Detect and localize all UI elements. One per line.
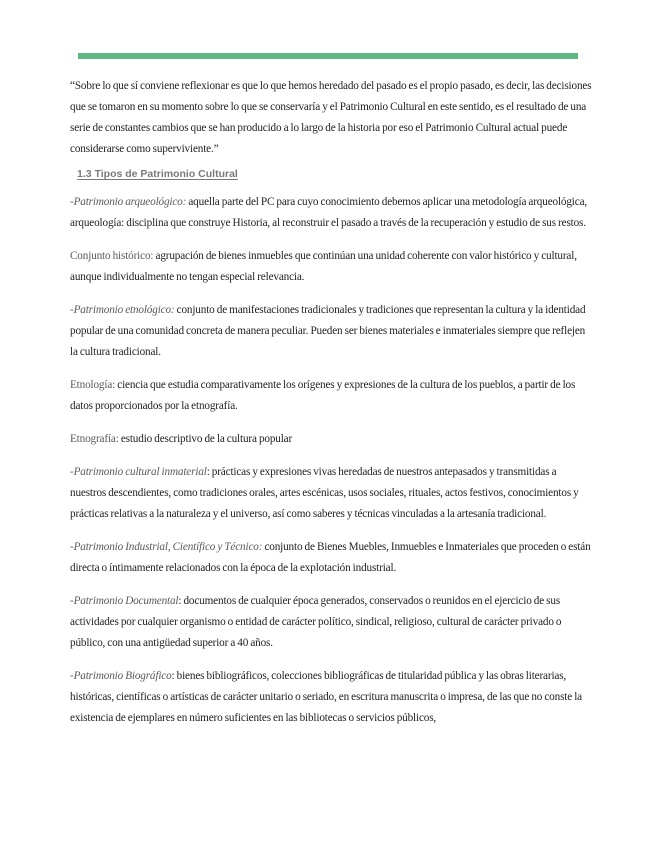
entry-term: Conjunto histórico: xyxy=(70,250,154,262)
entry-definition: ciencia que estudia comparativamente los orígenes y expresiones de la cultura de los pueblos, a partir de los datos proporcionados por la etnografía. xyxy=(70,379,576,412)
entry-definition: : bienes bibliográficos, colecciones bibliográficas de titularidad pública y las obras literarias, históricas, científicas o artísticas de carácter unitario o seriado, en escritura manuscrita o impresa, de las que no conste la existencia de ejemplares en número suficientes en las bibliotecas o servicios públicos, xyxy=(70,670,582,724)
entry-term: -Patrimonio Industrial, Científico y Técnico: xyxy=(70,541,263,553)
entry-definition: conjunto de Bienes Muebles, Inmuebles e Inmateriales que proceden o están directa o íntimamente relacionados con la época de la explotación industrial. xyxy=(70,541,591,574)
entry-definition: agrupación de bienes inmuebles que continúan una unidad coherente con valor histórico y cultural, aunque individualmente no tengan especial relevancia. xyxy=(70,250,577,283)
entry-patrimonio-etnologico xyxy=(70,300,594,363)
entry-term: Etnografía: xyxy=(70,433,119,445)
entry-definition: : documentos de cualquier época generados, conservados o reunidos en el ejercicio de sus actividades por cualquier organismo o entidad de carácter político, sindical, religioso, cultural de carácter privado o público, con una antigüedad superior a 40 años. xyxy=(70,595,562,649)
entry-patrimonio-arqueologico xyxy=(70,192,594,234)
entry-definition: aquella parte del PC para cuyo conocimiento debemos aplicar una metodología arqueológica, arqueología: disciplina que construye Historia, al reconstruir el pasado a través de la recuperación y estudio de sus restos. xyxy=(70,196,588,229)
entry-patrimonio-industrial xyxy=(70,537,594,579)
entry-term: -Patrimonio cultural inmaterial xyxy=(70,466,207,478)
entry-patrimonio-documental xyxy=(70,591,594,654)
quote-paragraph: “Sobre lo que sí conviene reflexionar es que lo que hemos heredado del pasado es el propio pasado, es decir, las decisiones que se tomaron en su momento sobre lo que se conservaría y el Patrimonio Cultural en este sentido, es el resultado de una serie de constantes cambios que se han producido a lo largo de la historia por eso el Patrimonio Cultural actual puede considerarse como superviviente.” xyxy=(70,80,592,155)
section-heading: 1.3 Tipos de Patrimonio Cultural xyxy=(77,168,238,180)
entry-term: -Patrimonio Documental xyxy=(70,595,179,607)
entry-patrimonio-cultural-inmaterial xyxy=(70,462,594,525)
header-rule xyxy=(78,53,578,59)
entry-term: -Patrimonio Biográfico xyxy=(70,670,172,682)
entry-term: Etnología: xyxy=(70,379,116,391)
entry-conjunto-historico xyxy=(70,246,594,288)
entry-term: -Patrimonio etnológico: xyxy=(70,304,175,316)
entry-etnologia xyxy=(70,375,594,417)
entry-term: -Patrimonio arqueológico: xyxy=(70,196,187,208)
entry-definition: : prácticas y expresiones vivas heredadas de nuestros antepasados y transmitidas a nuestros descendientes, como tradiciones orales, artes escénicas, usos sociales, rituales, actos festivos, conocimientos y prácticas relativas a la naturaleza y el universo, así como saberes y técnicas vinculadas a la artesanía tradicional. xyxy=(70,466,579,520)
entry-definition: estudio descriptivo de la cultura popular xyxy=(118,433,293,445)
entry-etnografia xyxy=(70,429,594,450)
entry-patrimonio-biografico xyxy=(70,666,594,729)
entry-definition: conjunto de manifestaciones tradicionales y tradiciones que representan la cultura y la identidad popular de una comunidad concreta de manera peculiar. Pueden ser bienes materiales e inmateriales siempre que reflejen la cultura tradicional. xyxy=(70,304,586,358)
document-body xyxy=(70,76,594,741)
